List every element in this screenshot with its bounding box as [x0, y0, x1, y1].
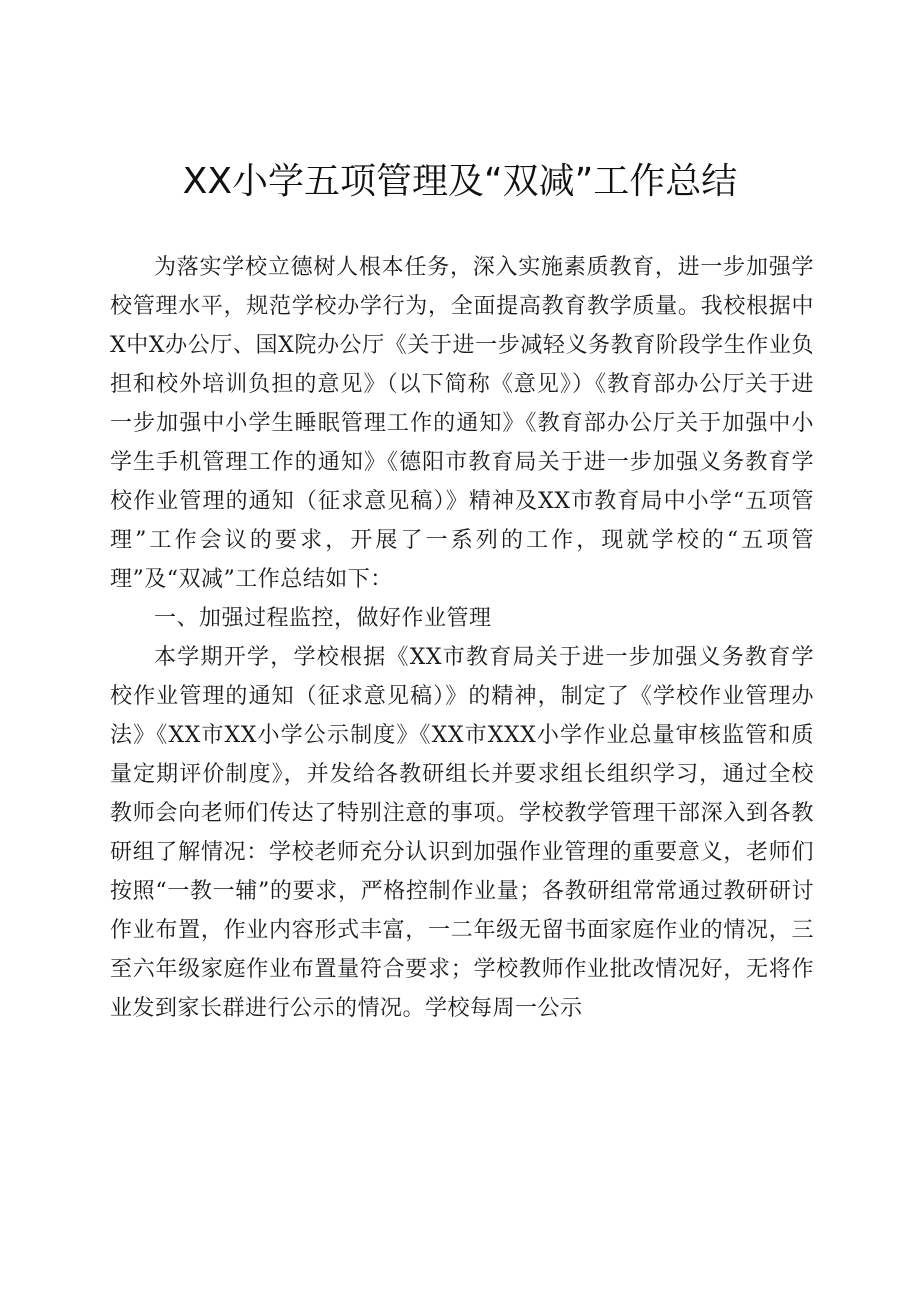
section-1-paragraph: 本学期开学，学校根据《XX市教育局关于进一步加强义务教育学校作业管理的通知（征求意见稿）》的精神，制定了《学校作业管理办法》《XX市XX小学公示制度》《XX市XXX小学作业总量审核监管和质量定期评价制度》，并发给各教研组长并要求组长组织学习，通过全校教师会向老师们传达了特别注意的事项。学校教学管理干部深入到各教研组了解情况：学校老师充分认识到加强作业管理的重要意义，老师们按照“一教一辅”的要求，严格控制作业量；各教研组常常通过教研研讨作业布置，作业内容形式丰富，一二年级无留书面家庭作业的情况，三至六年级家庭作业布置量符合要求；学校教师作业批改情况好，无将作业发到家长群进行公示的情况。学校每周一公示: [110, 645, 814, 1021]
intro-paragraph: 为落实学校立德树人根本任务，深入实施素质教育，进一步加强学校管理水平，规范学校办学行为，全面提高教育教学质量。我校根据中X中X办公厅、国X院办公厅《关于进一步减轻义务教育阶段学生作业负担和校外培训负担的意见》（以下简称《意见》）《教育部办公厅关于进一步加强中小学生睡眠管理工作的通知》《教育部办公厅关于加强中小学生手机管理工作的通知》《德阳市教育局关于进一步加强义务教育学校作业管理的通知（征求意见稿）》精神及XX市教育局中小学“五项管理”工作会议的要求，开展了一系列的工作，现就学校的“五项管理”及“双减”工作总结如下：: [110, 255, 814, 592]
section-heading-1: 一、加强过程监控，做好作业管理: [154, 606, 492, 631]
document-title: XX小学五项管理及“双减”工作总结: [182, 161, 738, 202]
document-body: [110, 248, 814, 1028]
